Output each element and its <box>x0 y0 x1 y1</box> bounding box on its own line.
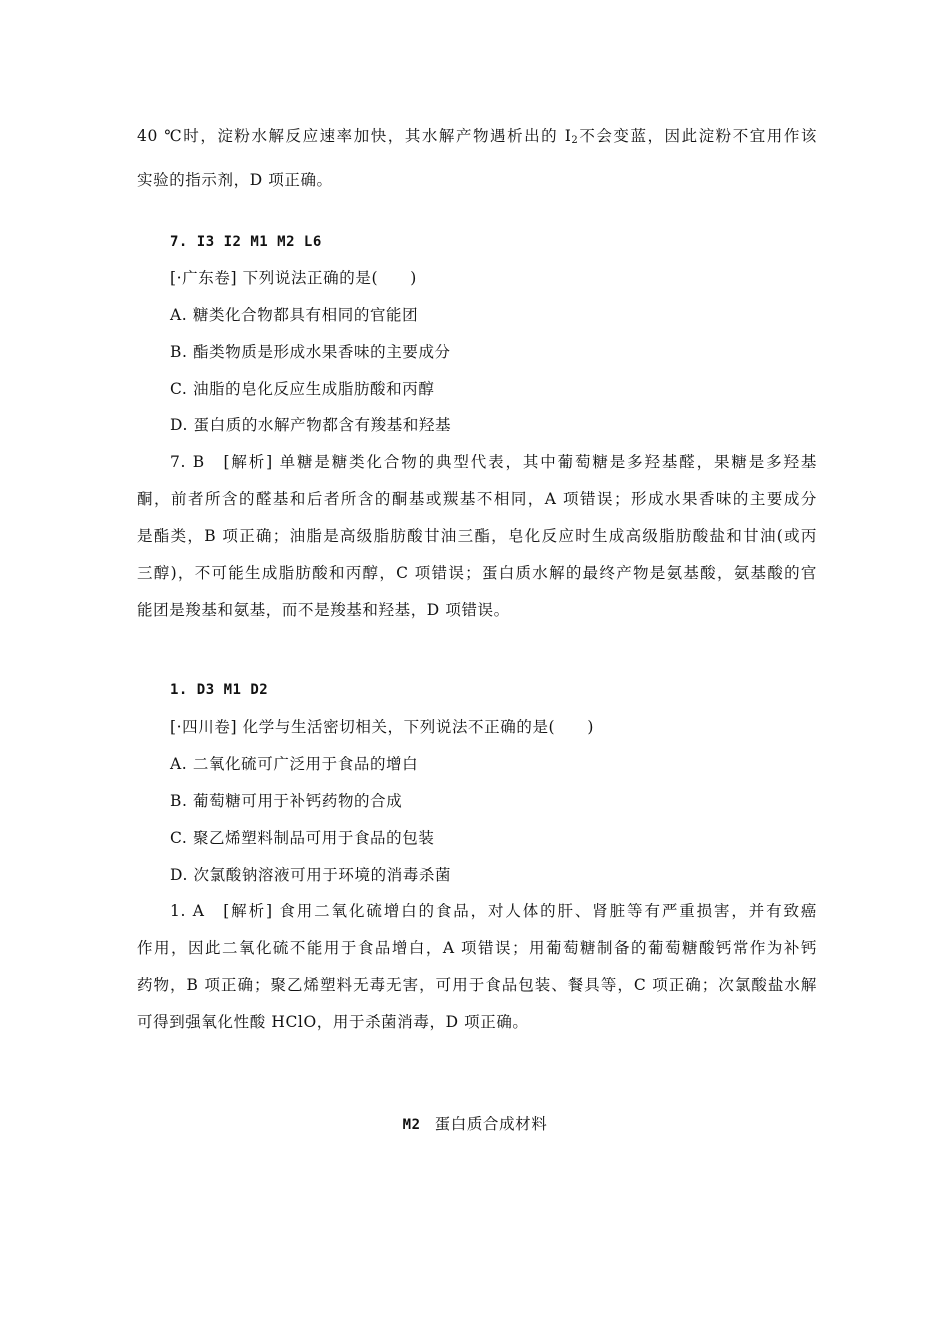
question-1-option-d: D. 次氯酸钠溶液可用于环境的消毒杀菌 <box>170 866 452 884</box>
question-7-answer-line-4: 三醇)，不可能生成脂肪酸和丙醇，C 项错误；蛋白质水解的最终产物是氨基酸，氨基酸的官 <box>137 564 817 582</box>
question-1-header: 1. D3 M1 D2 <box>170 682 269 698</box>
intro-line-2: 实验的指示剂，D 项正确。 <box>137 171 333 189</box>
question-1-stem: [·四川卷] 化学与生活密切相关，下列说法不正确的是( ) <box>170 718 595 736</box>
question-7-option-a: A. 糖类化合物都具有相同的官能团 <box>170 306 419 324</box>
question-7-answer-line-5: 能团是羧基和氨基，而不是羧基和羟基，D 项错误。 <box>137 601 510 619</box>
intro-line-1-text-b: 不会变蓝，因此淀粉不宜用作该 <box>578 127 817 145</box>
question-1-answer-line-4: 可得到强氧化性酸 HClO，用于杀菌消毒，D 项正确。 <box>137 1013 529 1031</box>
intro-line-1-text-a: 40 ℃时，淀粉水解反应速率加快，其水解产物遇析出的 I <box>137 127 572 145</box>
section-code: M2 <box>402 1117 421 1133</box>
question-7-answer-line-1: 7. B [解析] 单糖是糖类化合物的典型代表，其中葡萄糖是多羟基醛，果糖是多羟基 <box>170 453 817 471</box>
question-1-option-c: C. 聚乙烯塑料制品可用于食品的包装 <box>170 829 435 847</box>
question-7-answer-line-2: 酮，前者所含的醛基和后者所含的酮基或羰基不相同，A 项错误；形成水果香味的主要成分 <box>137 490 817 508</box>
intro-line-1 <box>137 126 817 151</box>
question-7-option-d: D. 蛋白质的水解产物都含有羧基和羟基 <box>170 416 452 434</box>
question-7-stem: [·广东卷] 下列说法正确的是( ) <box>170 269 417 287</box>
iodine-subscript: 2 <box>571 135 579 146</box>
question-1-answer-line-3: 药物，B 项正确；聚乙烯塑料无毒无害，可用于食品包装、餐具等，C 项正确；次氯酸盐水解 <box>137 976 817 994</box>
question-7-option-c: C. 油脂的皂化反应生成脂肪酸和丙醇 <box>170 380 435 398</box>
section-heading <box>0 1114 950 1135</box>
question-7-answer-line-3: 是酯类，B 项正确；油脂是高级脂肪酸甘油三酯，皂化反应时生成高级脂肪酸盐和甘油(或丙 <box>137 527 817 545</box>
question-7-option-b: B. 酯类物质是形成水果香味的主要成分 <box>170 343 451 361</box>
section-title-text: 蛋白质合成材料 <box>434 1115 548 1133</box>
question-1-answer-line-2: 作用，因此二氧化硫不能用于食品增白，A 项错误；用葡萄糖制备的葡萄糖酸钙常作为补钙 <box>137 939 817 957</box>
question-1-option-b: B. 葡萄糖可用于补钙药物的合成 <box>170 792 403 810</box>
question-1-answer-line-1: 1. A [解析] 食用二氧化硫增白的食品，对人体的肝、肾脏等有严重损害，并有致癌 <box>170 902 817 920</box>
question-7-header: 7. I3 I2 M1 M2 L6 <box>170 234 322 250</box>
question-1-option-a: A. 二氧化硫可广泛用于食品的增白 <box>170 755 419 773</box>
